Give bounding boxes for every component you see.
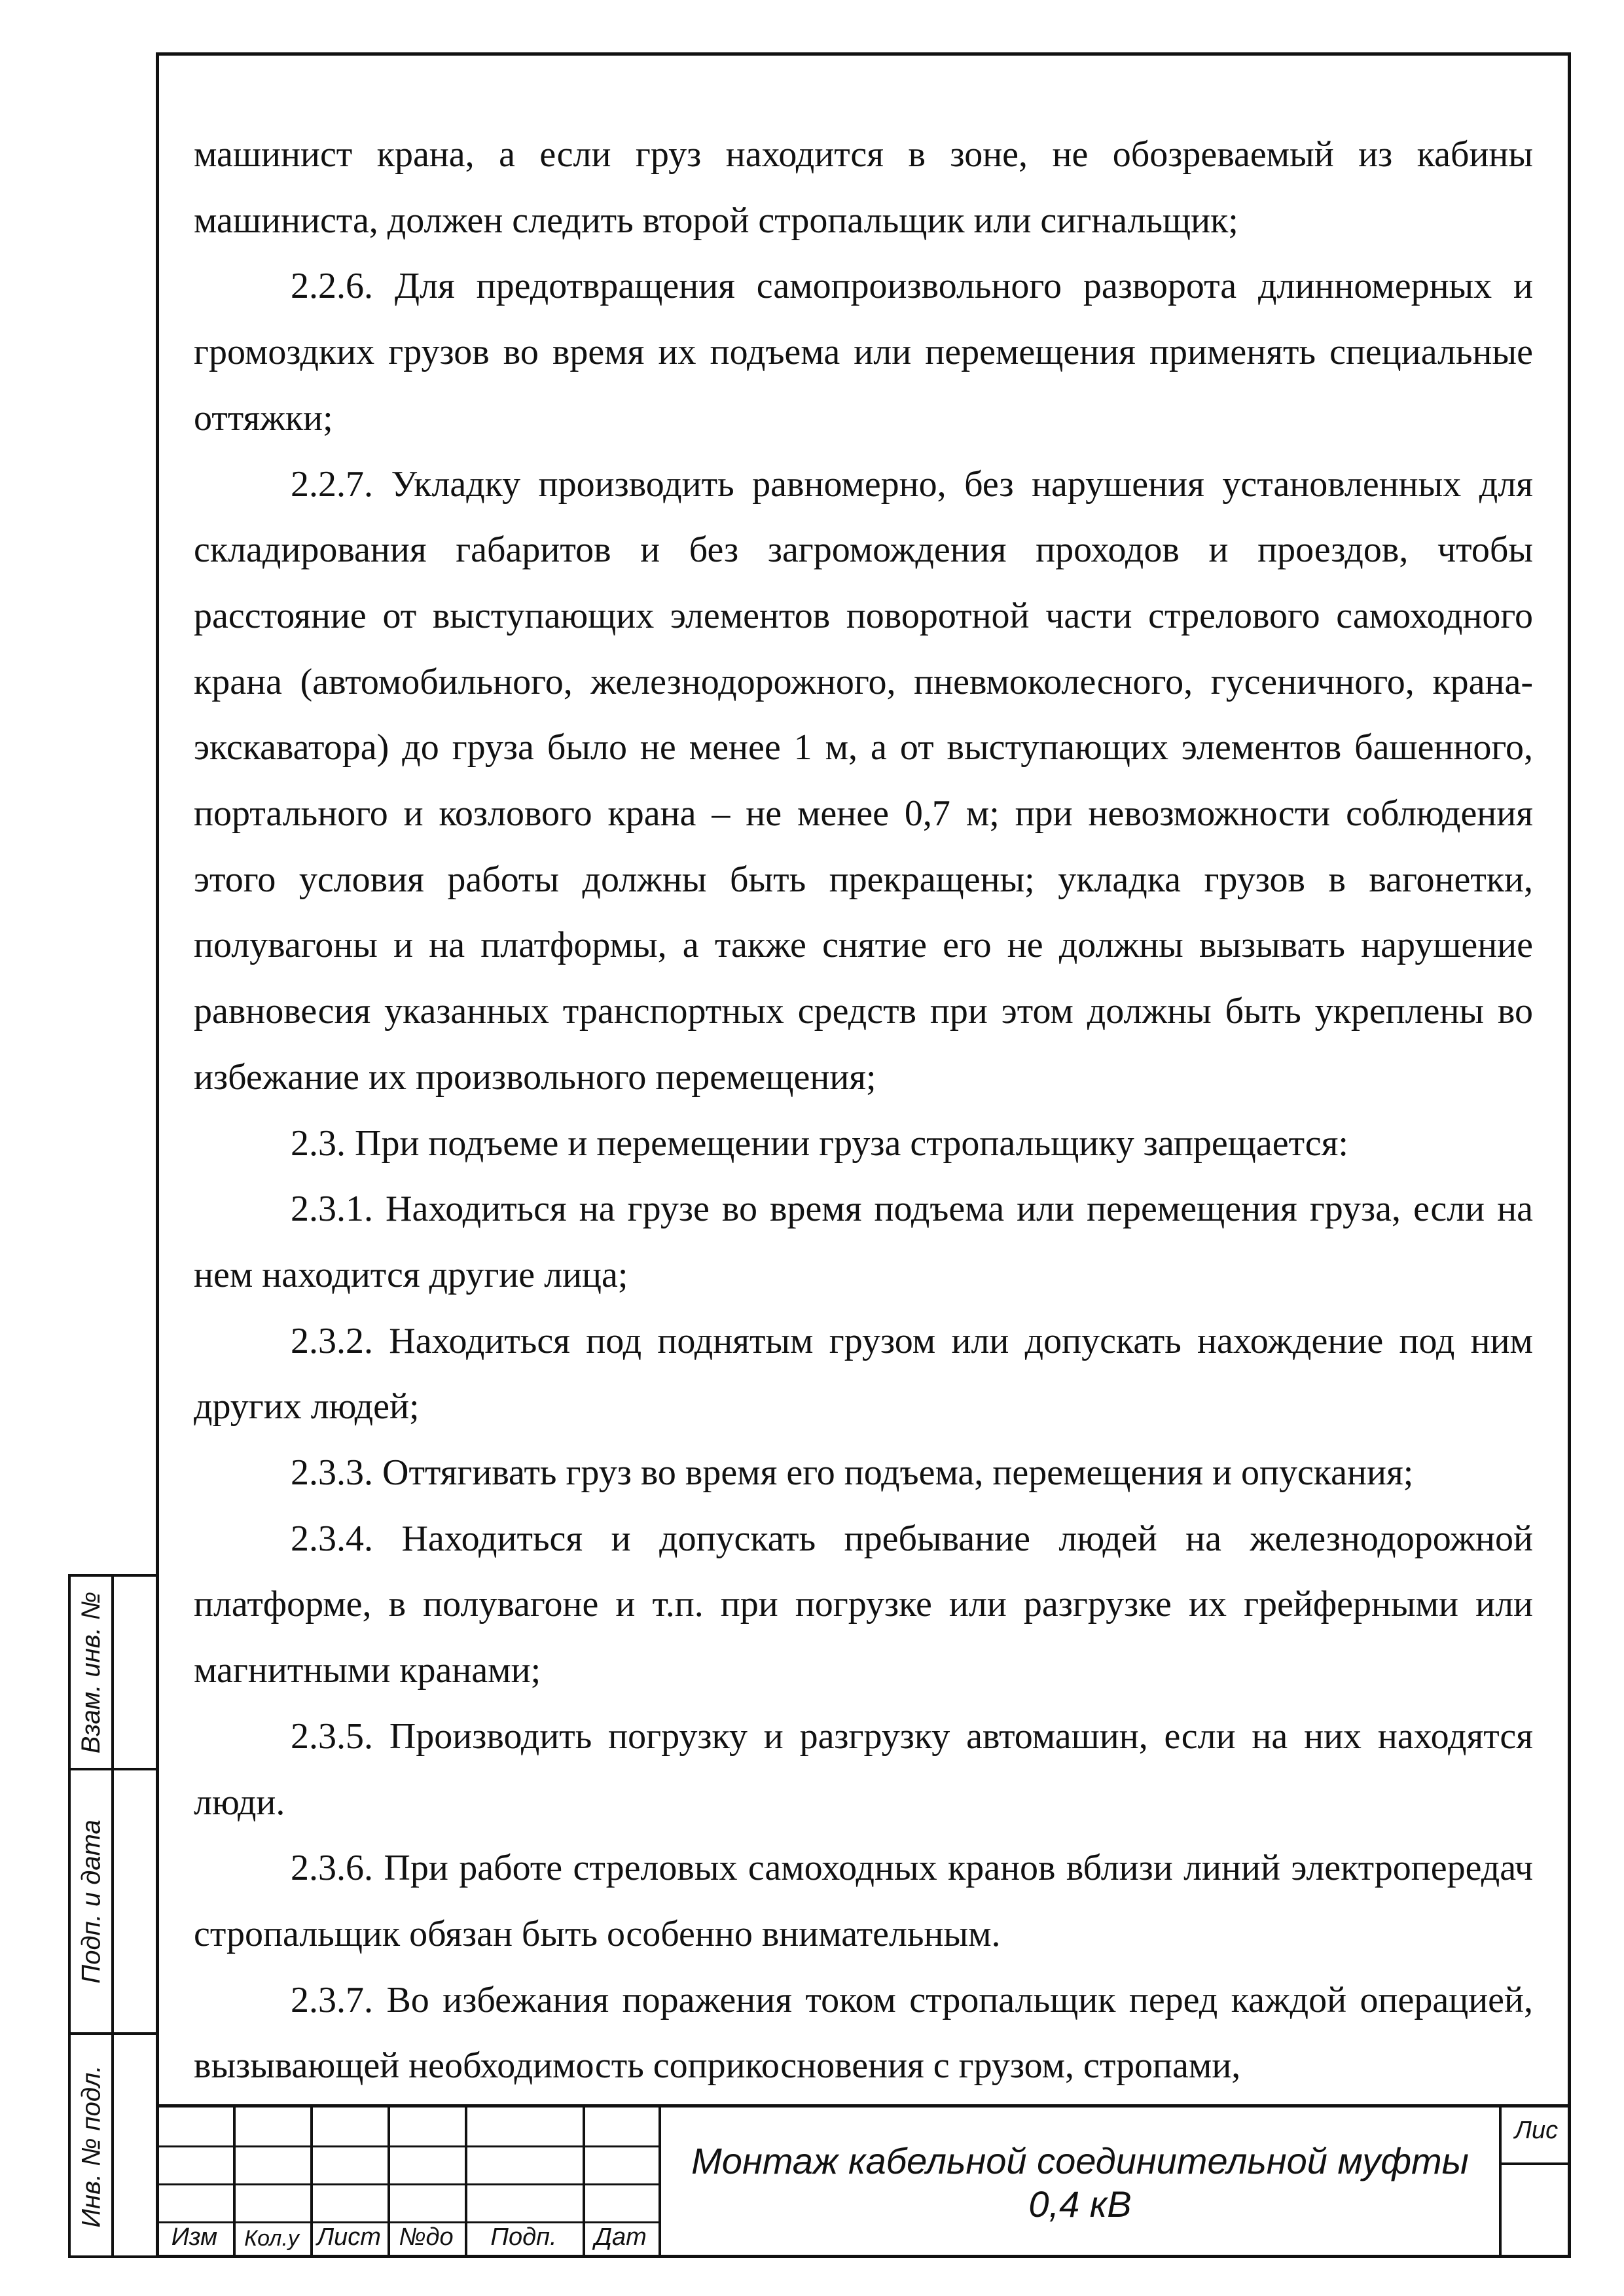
paragraph-2-3-1: 2.3.1. Находиться на грузе во время подъема или перемещения груза, если на нем находится другие лица; <box>194 1189 1533 1295</box>
body-text <box>194 122 1533 2099</box>
label-kol-uch: Кол.у <box>244 2226 299 2251</box>
paragraph-2-2-6: 2.2.6. Для предотвращения самопроизвольного разворота длинномерных и громоздких грузов во время их подъема или перемещения применять специальные оттяжки; <box>194 266 1533 439</box>
label-podp: Подп. <box>490 2223 557 2251</box>
label-data: Дат <box>594 2223 647 2251</box>
paragraph-2-2-7: 2.2.7. Укладку производить равномерно, без нарушения установленных для складирования габаритов и без загромождения проходов и проездов, чтобы расстояние от выступающих элементов поворотной части стрелового самоходного крана (автомобильного, железнодорожного, пневмоколесного, гусеничного, крана-экскаватора) до груза было не менее 1 м, а от выступающих элементов башенного, портального и козлового крана – не менее 0,7 м; при невозможности соблюдения этого условия работы должны быть прекращены; укладка грузов в вагонетки, полувагоны и на платформы, а также снятие его не должны вызывать нарушение равновесия указанных транспортных средств при этом должны быть укреплены во избежание их произвольного перемещения; <box>194 463 1533 1098</box>
podp-data-label: Подп. и дата <box>77 1819 106 1984</box>
side-label-inv <box>75 2035 109 2258</box>
side-label-vzam <box>75 1577 109 1768</box>
vzam-inv-label: Взам. инв. № <box>77 1591 106 1753</box>
sheet-cell <box>1499 2108 1571 2258</box>
paragraph-2-3-6: 2.3.6. При работе стреловых самоходных кранов вблизи линий электропередач стропальщик обязан быть особенно внимательным. <box>194 1848 1533 1954</box>
title-block <box>156 2104 1571 2258</box>
paragraph-1: машинист крана, а если груз находится в зоне, не обозреваемый из кабины машиниста, должен следить второй стропальщик или сигнальщик; <box>194 134 1533 241</box>
title-line-2: 0,4 кВ <box>1028 2183 1132 2225</box>
paragraph-2-3-3: 2.3.3. Оттягивать груз во время его подъема, перемещения и опускания; <box>291 1452 1414 1494</box>
revision-grid <box>156 2108 659 2258</box>
paragraph-2-3-2: 2.3.2. Находиться под поднятым грузом или допускать нахождение под ним других людей; <box>194 1320 1533 1427</box>
paragraph-2-3-5: 2.3.5. Производить погрузку и разгрузку автомашин, если на них находятся люди. <box>194 1715 1533 1823</box>
paragraph-2-3: 2.3. При подъеме и перемещении груза стропальщику запрещается: <box>291 1122 1348 1164</box>
side-cell-podp <box>71 1770 156 2035</box>
label-list: Лист <box>317 2223 381 2251</box>
document-title <box>661 2108 1499 2258</box>
title-line-1: Монтаж кабельной соединительной муфты <box>691 2140 1469 2181</box>
label-izm: Изм <box>171 2223 218 2251</box>
side-label-podp <box>75 1770 109 2032</box>
label-ndok: №до <box>399 2223 454 2251</box>
paragraph-2-3-4: 2.3.4. Находиться и допускать пребывание людей на железнодорожной платформе, в полувагоне и т.п. при погрузке или разгрузке их грейферными или магнитными кранами; <box>194 1518 1533 1691</box>
side-cell-inv <box>71 2035 156 2258</box>
paragraph-2-3-7: 2.3.7. Во избежания поражения током стропальщик перед каждой операцией, вызывающей необходимость соприкосновения с грузом, стропами, <box>194 1979 1533 2087</box>
side-cell-vzam <box>71 1577 156 1770</box>
side-stamp <box>68 1574 156 2258</box>
sheet-label: Лис <box>1514 2117 1559 2144</box>
sheet-separator <box>1502 2162 1571 2165</box>
inv-podl-label: Инв. № подл. <box>77 2065 106 2228</box>
